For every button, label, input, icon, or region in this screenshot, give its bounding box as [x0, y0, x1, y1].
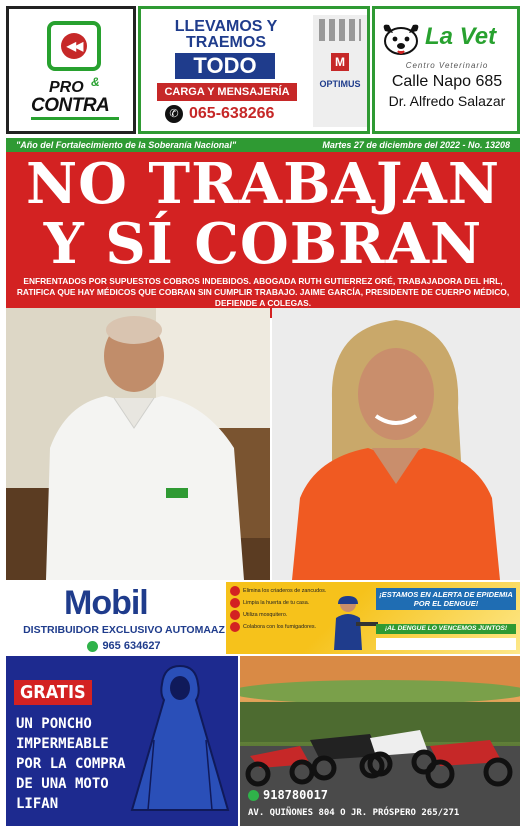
- vet-address: Calle Napo 685: [391, 73, 503, 90]
- dengue-alert: ¡ESTAMOS EN ALERTA DE EPIDEMIA POR EL DENGUE!: [376, 588, 516, 610]
- list-item: Colabora con los fumigadores.: [230, 622, 330, 632]
- main-headline-block[interactable]: [6, 152, 520, 318]
- poncho-illustration: [124, 660, 236, 824]
- mobil-ad[interactable]: [6, 582, 242, 654]
- list-item: Limpia la huerta de tu casa.: [230, 598, 330, 608]
- dengue-slogan: ¡AL DENGUE LO VENCEMOS JUNTOS!: [376, 624, 516, 634]
- vet-doctor: Dr. Alfredo Salazar: [388, 93, 506, 109]
- courier-headline: [141, 19, 311, 51]
- mobil-phone-row: [6, 640, 242, 652]
- tip-icon: [230, 598, 240, 608]
- dengue-sponsor-strip: [376, 638, 516, 650]
- dengue-tips-list: [230, 586, 330, 634]
- headline-line2: Y SÍ COBRAN: [43, 211, 483, 277]
- optimus-brand: OPTIMUS: [319, 79, 361, 89]
- optimus-bars-graphic: [319, 19, 361, 41]
- date-bar: [6, 138, 520, 152]
- dog-icon: [379, 19, 423, 59]
- fumigator-illustration: [326, 592, 378, 650]
- logo-and-text: &: [91, 75, 100, 89]
- photo-lawyer: [272, 308, 520, 580]
- logo-contra-text: CONTRA: [31, 95, 110, 116]
- moto-phone: 918780017: [263, 788, 329, 802]
- moto-phone-row: [248, 788, 328, 802]
- courier-line2: TRAEMOS: [186, 34, 266, 51]
- optimus-mark-icon: M: [331, 53, 349, 71]
- mobil-phone: 965 634627: [102, 640, 161, 652]
- poncho-offer-text: UN PONCHO IMPERMEABLE POR LA COMPRA DE UNA MOTO LIFAN: [16, 716, 126, 812]
- tip-icon: [230, 622, 240, 632]
- whatsapp-icon: [87, 641, 98, 652]
- mobil-logo: Mobil: [64, 584, 148, 622]
- courier-ad[interactable]: [138, 6, 370, 134]
- courier-service: CARGA Y MENSAJERÍA: [157, 83, 297, 101]
- cover-photos: [6, 308, 520, 580]
- logo-rewind-icon: ◀◀: [47, 21, 101, 71]
- list-item: Utiliza mosquitero.: [230, 610, 330, 620]
- poncho-ad[interactable]: [6, 656, 238, 826]
- dengue-ad[interactable]: [226, 582, 520, 654]
- masthead-logo[interactable]: [6, 6, 136, 134]
- logo-underline: [31, 117, 119, 120]
- logo-pro-text: PRO: [49, 79, 84, 96]
- tip-icon: [230, 610, 240, 620]
- optimus-logo: [313, 15, 367, 127]
- moto-ad[interactable]: [240, 656, 520, 826]
- vet-subtitle: Centro Veterinario: [405, 61, 489, 70]
- tip-icon: [230, 586, 240, 596]
- moto-address: AV. QUIÑONES 804 O JR. PRÓSPERO 265/271: [248, 808, 460, 818]
- courier-line1: LLEVAMOS Y: [174, 18, 278, 35]
- headline-line1: NO TRABAJAN: [25, 151, 501, 217]
- mobil-distributor: DISTRIBUIDOR EXCLUSIVO AUTOMAAZ: [23, 624, 225, 636]
- gratis-badge: GRATIS: [14, 680, 92, 705]
- issue-date: Martes 27 de diciembre del 2022 - No. 13208: [322, 140, 510, 150]
- vet-ad[interactable]: [372, 6, 520, 134]
- photo-doctor: [6, 308, 270, 580]
- courier-phone: 065-638266: [189, 105, 275, 122]
- vet-name: La Vet: [425, 23, 497, 50]
- courier-highlight: TODO: [175, 53, 275, 79]
- list-item: Elimina los criaderos de zancudos.: [230, 586, 330, 596]
- whatsapp-icon: [248, 790, 259, 801]
- headline-subhead: ENFRENTADOS POR SUPUESTOS COBROS INDEBIDOS. ABOGADA RUTH GUTIERREZ ORÉ, TRABAJADORA DEL HRL, RATIFICA QUE HAY MÉDICOS QUE COBRAN SIN CUMPLIR TRABAJO. JAIME GARCÍA, PRESIDENTE DE CUERPO MÉDICO, DEFIENDE A COLEGAS.: [16, 276, 510, 308]
- national-motto: "Año del Fortalecimiento de la Soberanía Nacional": [16, 140, 237, 150]
- phone-icon: ✆: [165, 105, 183, 123]
